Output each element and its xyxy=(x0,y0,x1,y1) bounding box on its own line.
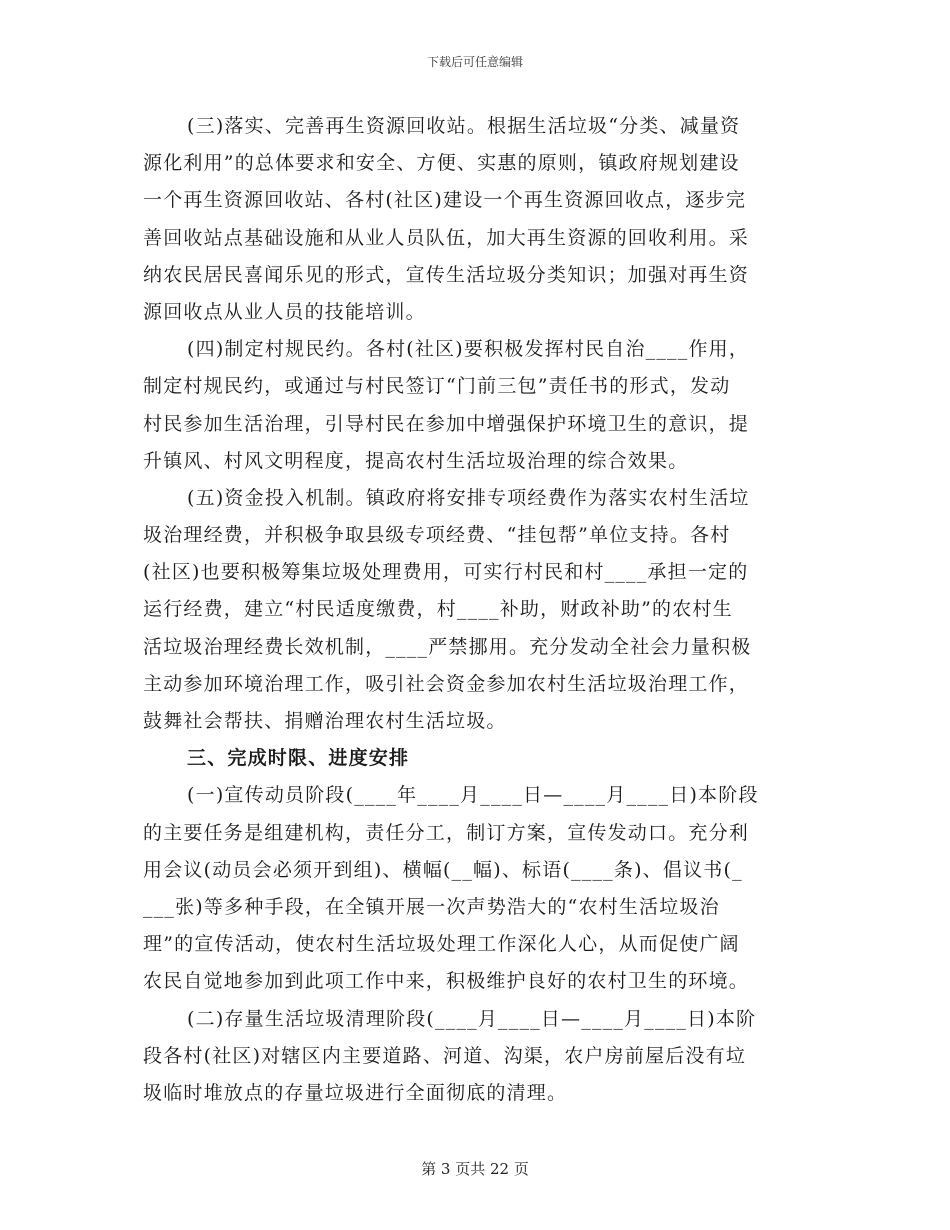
text-line: (四)制定村规民约。各村(社区)要积极发挥村民自治____作用， xyxy=(187,338,750,361)
page-header: 下载后可任意编辑 xyxy=(426,55,523,69)
text-line: (一)宣传动员阶段(____年____月____日—____月____日)本阶段 xyxy=(187,784,759,807)
text-line: (二)存量生活垃圾清理阶段(____月____日—____月____日)本阶 xyxy=(187,1007,757,1030)
text-line: ___张)等多种手段，在全镇开展一次声势浩大的“农村生活垃圾治 xyxy=(143,895,720,918)
text-line: 制定村规民约，或通过与村民签订“门前三包”责任书的形式，发动 xyxy=(143,375,731,398)
text-line: 源回收点从业人员的技能培训。 xyxy=(143,300,426,323)
section-heading: 三、完成时限、进度安排 xyxy=(187,747,410,770)
page-number: 第 3 页共 22 页 xyxy=(421,1160,529,1178)
text-line: (社区)也要积极筹集垃圾处理费用，可实行村民和村____承担一定的 xyxy=(143,561,749,584)
text-line: 升镇风、村风文明程度，提高农村生活垃圾治理的综合效果。 xyxy=(143,449,689,472)
text-line: 鼓舞社会帮扶、捐赠治理农村生活垃圾。 xyxy=(143,710,507,732)
text-line: 善回收站点基础设施和从业人员队伍，加大再生资源的回收利用。采 xyxy=(143,226,750,249)
text-line: 主动参加环境治理工作，吸引社会资金参加农村生活垃圾治理工作， xyxy=(143,672,750,695)
text-line: 一个再生资源回收站、各村(社区)建设一个再生资源回收点，逐步完 xyxy=(143,189,747,212)
text-line: 源化利用”的总体要求和安全、方便、实惠的原则，镇政府规划建设 xyxy=(143,152,740,175)
text-line: 用会议(动员会必须开到组)、横幅(__幅)、标语(____条)、倡议书(_ xyxy=(143,858,743,881)
text-line: 纳农民居民喜闻乐见的形式，宣传生活垃圾分类知识；加强对再生资 xyxy=(143,263,750,286)
text-line: 活垃圾治理经费长效机制，____严禁挪用。充分发动全社会力量积极 xyxy=(143,635,752,658)
document-body xyxy=(143,108,803,1112)
text-line: 村民参加生活治理，引导村民在参加中增强保护环境卫生的意识，提 xyxy=(143,412,750,435)
text-line: (五)资金投入机制。镇政府将安排专项经费作为落实农村生活垃 xyxy=(187,486,750,509)
text-line: 段各村(社区)对辖区内主要道路、河道、沟渠，农户房前屋后没有垃 xyxy=(143,1044,747,1067)
text-line: 的主要任务是组建机构，责任分工，制订方案，宣传发动口。充分利 xyxy=(143,821,750,844)
text-line: (三)落实、完善再生资源回收站。根据生活垃圾“分类、减量资 xyxy=(187,115,741,137)
text-line: 圾治理经费，并积极争取县级专项经费、“挂包帮”单位支持。各村 xyxy=(143,524,731,547)
text-line: 圾临时堆放点的存量垃圾进行全面彻底的清理。 xyxy=(143,1081,568,1104)
text-line: 农民自觉地参加到此项工作中来，积极维护良好的农村卫生的环境。 xyxy=(143,970,750,993)
text-line: 理”的宣传活动，使农村生活垃圾处理工作深化人心，从而促使广阔 xyxy=(143,933,740,956)
text-line: 运行经费，建立“村民适度缴费，村____补助，财政补助”的农村生 xyxy=(143,598,733,621)
